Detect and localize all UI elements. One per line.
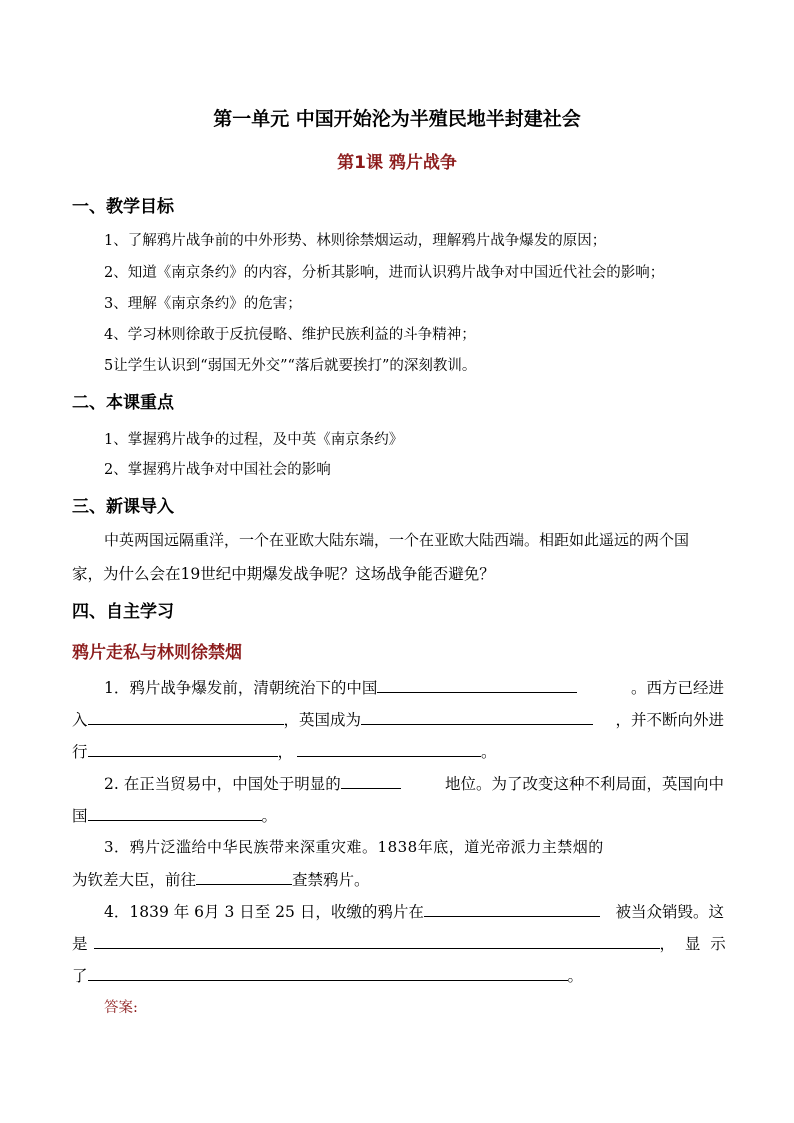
section-heading-key-points: 二、本课重点	[72, 393, 174, 413]
goal-item: 3、理解《南京条约》的危害；	[104, 296, 302, 312]
question-text: 。	[261, 807, 278, 825]
question-text: 入	[72, 711, 88, 729]
question-text: 。	[481, 743, 497, 761]
fill-blank[interactable]	[377, 676, 577, 693]
question-text: ，	[277, 743, 294, 761]
question-4-line-3	[72, 964, 724, 986]
question-text: 1．鸦片战争爆发前，清朝统治下的中国	[104, 679, 378, 697]
question-1-line-3	[72, 740, 724, 762]
section-heading-goals: 一、教学目标	[72, 197, 174, 217]
fill-blank[interactable]	[341, 772, 401, 789]
intro-text-line: 家，为什么会在19世纪中期爆发战争呢？这场战争能否避免？	[72, 565, 495, 583]
question-4-line-2	[72, 932, 724, 954]
fill-blank[interactable]	[424, 900, 600, 917]
lesson-title: 第1课 鸦片战争	[337, 153, 457, 173]
question-text: 被当众销毁。这	[615, 903, 724, 921]
section-heading-intro: 三、新课导入	[72, 497, 174, 517]
fill-blank[interactable]	[361, 708, 593, 725]
question-3-line-1: 3．鸦片泛滥给中华民族带来深重灾难。1838年底，道光帝派力主禁烟的	[104, 838, 604, 856]
question-text: ，英国成为	[283, 711, 362, 729]
answer-label: 答案:	[104, 1000, 138, 1016]
question-1-line-1	[72, 676, 724, 698]
question-text: 2. 在正当贸易中，中国处于明显的	[104, 775, 341, 793]
section-heading-self-study: 四、自主学习	[72, 602, 174, 622]
question-text: 国	[72, 807, 88, 825]
question-text: 4．1839 年 6月 3 日至 25 日，收缴的鸦片在	[104, 903, 424, 921]
question-2-line-2	[72, 804, 724, 826]
question-text: 了	[72, 967, 88, 985]
question-text: 为钦差大臣，前往	[72, 871, 197, 889]
question-2-line-1	[72, 772, 724, 794]
goal-item: 4、学习林则徐敢于反抗侵略、维护民族利益的斗争精神；	[104, 327, 476, 343]
goal-item: 5让学生认识到“弱国无外交”“落后就要挨打”的深刻教训。	[104, 358, 477, 374]
question-text: ， 显 示	[659, 935, 726, 953]
question-text: 地位。为了改变这种不利局面，英国向中	[444, 775, 724, 793]
question-text: 查禁鸦片。	[292, 871, 370, 889]
goal-item: 1、了解鸦片战争前的中外形势、林则徐禁烟运动，理解鸦片战争爆发的原因；	[104, 233, 607, 249]
fill-blank[interactable]	[88, 964, 568, 981]
key-point-item: 2、掌握鸦片战争对中国社会的影响	[104, 462, 331, 478]
question-text: 。西方已经进	[630, 679, 724, 697]
goal-item: 2、知道《南京条约》的内容，分析其影响，进而认识鸦片战争对中国近代社会的影响；	[104, 265, 665, 281]
key-point-item: 1、掌握鸦片战争的过程，及中英《南京条约》	[104, 432, 404, 448]
subsection-heading: 鸦片走私与林则徐禁烟	[72, 643, 242, 663]
fill-blank[interactable]	[88, 740, 278, 757]
question-text: ，并不断向外进	[615, 711, 724, 729]
fill-blank[interactable]	[94, 932, 660, 949]
question-text: 是	[72, 935, 88, 953]
fill-blank[interactable]	[196, 868, 292, 885]
question-text: 。	[567, 967, 584, 985]
question-3-line-2	[72, 868, 724, 890]
question-text: 行	[72, 743, 88, 761]
fill-blank[interactable]	[88, 708, 284, 725]
fill-blank[interactable]	[88, 804, 262, 821]
unit-title: 第一单元 中国开始沦为半殖民地半封建社会	[213, 108, 581, 130]
fill-blank[interactable]	[297, 740, 481, 757]
question-1-line-2	[72, 708, 724, 730]
question-4-line-1	[72, 900, 724, 922]
intro-text-line: 中英两国远隔重洋，一个在亚欧大陆东端，一个在亚欧大陆西端。相距如此遥远的两个国	[104, 531, 690, 549]
